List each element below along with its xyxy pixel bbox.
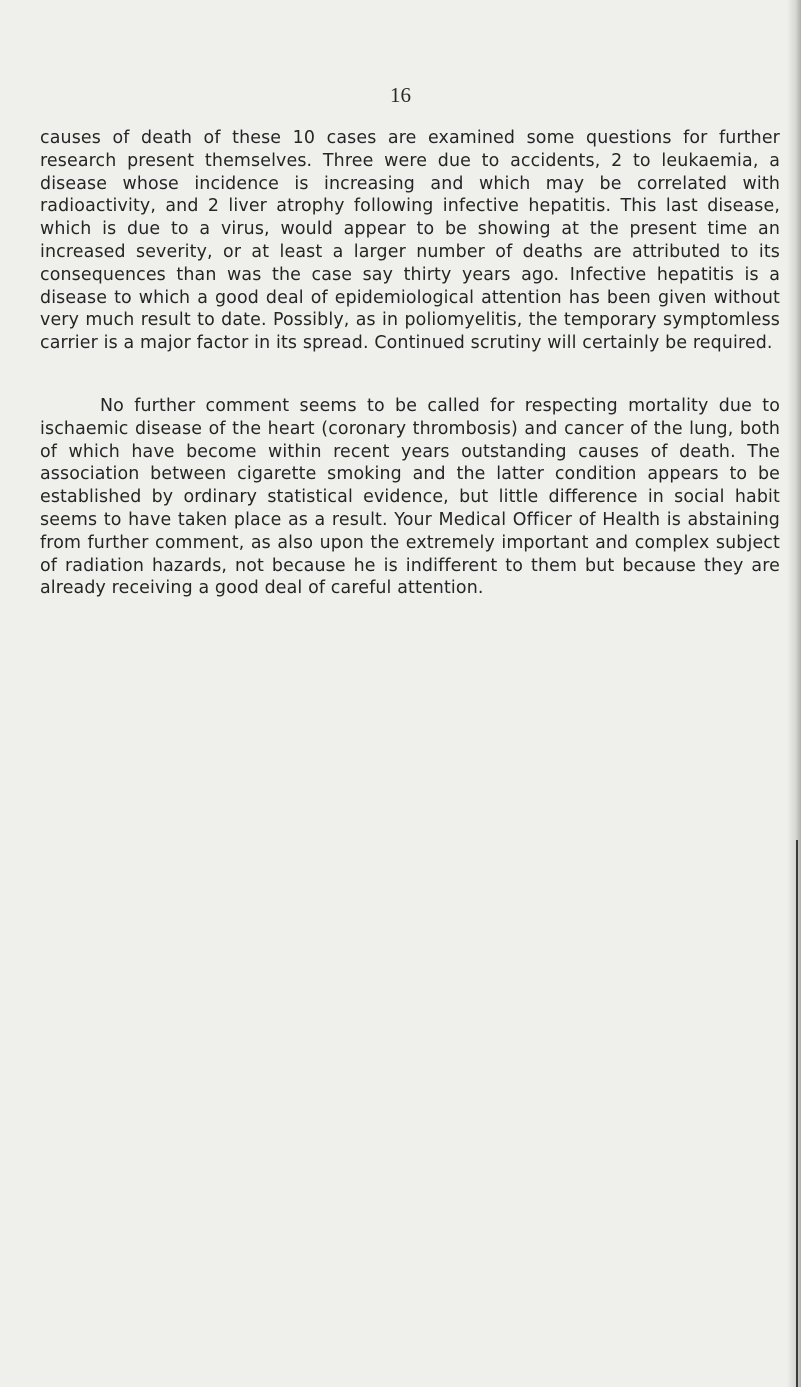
page-edge-shadow bbox=[787, 0, 801, 1387]
page-edge-line bbox=[796, 840, 798, 1387]
page-number: 16 bbox=[390, 83, 411, 107]
paragraph-1: causes of death of these 10 cases are examined some questions for further research present themselves. Three were due to accidents, 2 to leukaemia, a disease whose incidence is increasing and which may be correlated with radioactivity, and 2 liver atrophy following infective hepatitis. This last disease, which is due to a virus, would appear to be showing at the present time an increased severity, or at least a larger number of deaths are attributed to its consequences than was the case say thirty years ago. Infective hepatitis is a disease to which a good deal of epidemiological attention has been given without very much result to date. Possibly, as in poliomyelitis, the temporary symptomless carrier is a major factor in its spread. Continued scrutiny will certainly be required. bbox=[40, 128, 780, 354]
paragraph-2: No further comment seems to be called for respecting mortality due to ischaemic disease of the heart (coronary thrombosis) and cancer of the lung, both of which have become within recent years outstanding causes of death. The association between cigarette smoking and the latter condition appears to be established by ordinary statistical evidence, but little difference in social habit seems to have taken place as a result. Your Medical Officer of Health is abstaining from further comment, as also upon the extremely important and complex subject of radiation hazards, not because he is indifferent to them but because they are already receiving a good deal of careful attention. bbox=[40, 396, 780, 599]
